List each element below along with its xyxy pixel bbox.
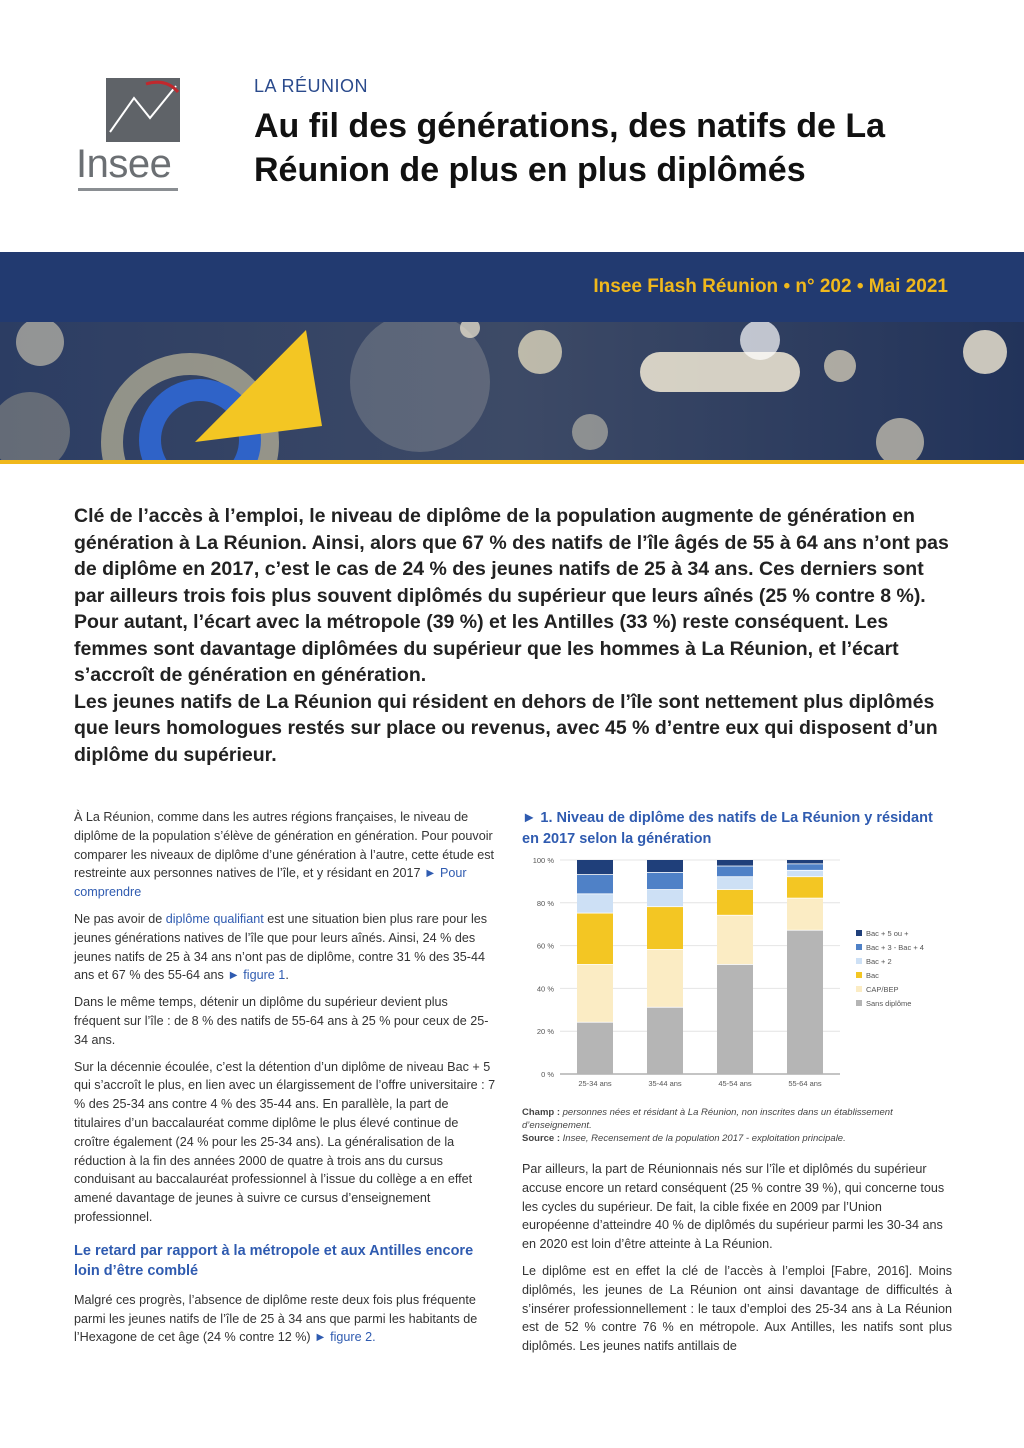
bar-segment bbox=[717, 860, 753, 866]
y-tick-label: 60 % bbox=[536, 941, 554, 951]
legend-swatch bbox=[856, 930, 862, 936]
legend-label: CAP/BEP bbox=[866, 985, 899, 994]
left-column bbox=[74, 808, 496, 1355]
legend-swatch bbox=[856, 972, 862, 978]
figure-2-link[interactable]: ► figure 2. bbox=[314, 1330, 376, 1345]
lead-paragraph-2: Les jeunes natifs de La Réunion qui résident en dehors de l’île sont nettement plus diplômés que leurs homologues restés sur place ou revenus, avec 45 % d’entre eux qui disposent d’un diplôme du supérieur. bbox=[74, 690, 938, 766]
left-paragraph-1: À La Réunion, comme dans les autres régions françaises, le niveau de diplôme de la population s’élève de génération en génération. Pour pouvoir comparer les niveaux de diplôme d’une génération à l’autre, cette étude est restreinte aux personnes natives de l’île, et y résidant en 2017 ► Pour comprendre bbox=[74, 810, 495, 900]
y-tick-label: 0 % bbox=[541, 1070, 554, 1079]
bar-segment bbox=[647, 1008, 683, 1074]
bar-segment bbox=[787, 931, 823, 1074]
lead-summary bbox=[74, 503, 954, 768]
left-paragraph-3: Dans le même temps, détenir un diplôme du supérieur devient plus fréquent sur l’île : de 8 % des natifs de 55-64 ans à 25 % pour ceux de 25-34 ans. bbox=[74, 995, 489, 1047]
right-column bbox=[522, 1160, 952, 1364]
legend-swatch bbox=[856, 944, 862, 950]
bar-segment bbox=[647, 860, 683, 872]
y-tick-label: 20 % bbox=[536, 1027, 554, 1037]
stacked-bar-chart bbox=[522, 852, 952, 1092]
region-label: LA RÉUNION bbox=[254, 76, 369, 96]
figure-source: Source : Insee, Recensement de la population 2017 - exploitation principale. bbox=[522, 1133, 846, 1144]
bar-segment bbox=[577, 914, 613, 965]
y-tick-label: 100 % bbox=[532, 856, 554, 865]
page-title: Au fil des générations, des natifs de La Réunion de plus en plus diplômés bbox=[254, 107, 886, 189]
x-tick-label: 25-34 ans bbox=[578, 1079, 612, 1088]
banner-rule bbox=[0, 460, 1024, 464]
legend-label: Bac + 3 - Bac + 4 bbox=[866, 943, 924, 952]
bar-segment bbox=[647, 907, 683, 949]
x-tick-label: 55-64 ans bbox=[788, 1079, 822, 1088]
lead-paragraph-1: Clé de l’accès à l’emploi, le niveau de diplôme de la population augmente de génération en génération à La Réunion. Ainsi, alors que 67 % des natifs de l’île âgés de 55 à 64 ans n’ont pas de diplôme en 2017, c’est le cas de 24 % des jeunes natifs de 25 à 34 ans. Ces derniers sont par ailleurs trois fois plus souvent diplômés du supérieur que leurs aînés (25 % contre 8 %). Pour autant, l’écart avec la métropole (39 %) et les Antilles (33 %) reste conséquent. Les femmes sont davantage diplômées du supérieur que les hommes à La Réunion, et l’écart s’accroît de génération en génération. bbox=[74, 505, 949, 686]
legend-label: Sans diplôme bbox=[866, 999, 912, 1008]
legend-swatch bbox=[856, 1000, 862, 1006]
bar-segment bbox=[647, 890, 683, 906]
insee-logo bbox=[76, 78, 180, 190]
figure-champ: Champ : personnes nées et résidant à La Réunion, non inscrites dans un établissement d’enseignement. bbox=[522, 1107, 893, 1131]
section-heading: Le retard par rapport à la métropole et aux Antilles encore loin d’être comblé bbox=[74, 1242, 474, 1279]
left-paragraph-5: Malgré ces progrès, l’absence de diplôme reste deux fois plus fréquente parmi les jeunes natifs de l’île de 25 à 34 ans que parmi les habitants de l’Hexagone de cet âge (24 % contre 12 %) ► figure 2. bbox=[74, 1292, 478, 1345]
bar-segment bbox=[717, 890, 753, 915]
bar-segment bbox=[717, 866, 753, 876]
chart-svg bbox=[522, 852, 952, 1092]
bar-segment bbox=[787, 871, 823, 877]
right-paragraph-1: Par ailleurs, la part de Réunionnais nés sur l’île et diplômés du supérieur accuse encore un retard conséquent (25 % contre 39 %), qui concerne tous les cycles du supérieur. De fait, la cible fixée en 2009 par l’Union européenne d’atteindre 40 % de diplômés du supérieur parmi les 30-34 ans en 2020 est loin d’être atteinte à La Réunion. bbox=[522, 1162, 945, 1252]
banner-illustration bbox=[0, 322, 1024, 460]
insee-logo-mark-icon bbox=[106, 78, 180, 142]
y-tick-label: 80 % bbox=[536, 898, 554, 908]
bar-segment bbox=[577, 1023, 613, 1074]
pour-comprendre-link[interactable]: ► Pour comprendre bbox=[74, 866, 467, 900]
y-tick-label: 40 % bbox=[536, 984, 554, 994]
bar-segment bbox=[717, 916, 753, 964]
bar-segment bbox=[647, 950, 683, 1007]
x-tick-label: 35-44 ans bbox=[648, 1079, 682, 1088]
bar-segment bbox=[717, 877, 753, 889]
bar-segment bbox=[647, 873, 683, 889]
bar-segment bbox=[787, 899, 823, 930]
figure-title: ► 1. Niveau de diplôme des natifs de La Réunion y résidant en 2017 selon la génération bbox=[522, 810, 933, 847]
logo-tagline-bar bbox=[78, 188, 178, 191]
bar-segment bbox=[717, 965, 753, 1073]
bar-segment bbox=[577, 875, 613, 893]
bar-segment bbox=[577, 860, 613, 874]
bar-segment bbox=[577, 965, 613, 1022]
insee-wordmark: Insee bbox=[76, 142, 172, 186]
legend-label: Bac bbox=[866, 971, 879, 980]
legend-label: Bac + 2 bbox=[866, 957, 892, 966]
x-tick-label: 45-54 ans bbox=[718, 1079, 752, 1088]
bar-segment bbox=[787, 877, 823, 898]
bar-segment bbox=[577, 894, 613, 912]
legend-swatch bbox=[856, 958, 862, 964]
bar-segment bbox=[787, 860, 823, 863]
edition-label: Insee Flash Réunion • n° 202 • Mai 2021 bbox=[593, 276, 948, 297]
legend-label: Bac + 5 ou + bbox=[866, 929, 909, 938]
left-paragraph-2: Ne pas avoir de diplôme qualifiant est une situation bien plus rare pour les jeunes générations natives de l’île que pour leurs aînés. Ainsi, 24 % des jeunes natifs de 25 à 34 ans n’ont pas de diplôme, contre 31 % des 35-44 ans et 67 % des 55-64 ans ► figure 1. bbox=[74, 911, 488, 983]
legend-swatch bbox=[856, 986, 862, 992]
bar-segment bbox=[787, 864, 823, 870]
diplome-qualifiant-link[interactable]: diplôme qualifiant bbox=[165, 911, 264, 926]
right-paragraph-2: Le diplôme est en effet la clé de l’accès à l’emploi [Fabre, 2016]. Moins diplômés, les jeunes de La Réunion ont ainsi davantage de difficultés à s’insérer professionnellement : le taux d’emploi des 25-34 ans à La Réunion est de 52 % contre 76 % en métropole. Aux Antilles, les natifs sont plus diplômés. Les jeunes natifs antillais de bbox=[522, 1263, 952, 1354]
figure-notes bbox=[522, 1106, 952, 1145]
left-paragraph-4: Sur la décennie écoulée, c’est la détention d’un diplôme de niveau Bac + 5 qui s’accroît le plus, en lien avec un élargissement de l’offre universitaire : 7 % des 25-34 ans contre 4 % des 35-44 ans. En parallèle, la part de titulaires d’un baccalauréat comme diplôme le plus élevé continue de croître également (24 % pour les 25-34 ans). La généralisation de la réduction à la fin des années 2000 de quatre à trois ans du cursus conduisant au baccalauréat professionnel à l’issue du collège a en effet amené davantage de jeunes à suivre ce cursus d’enseignement professionnel. bbox=[74, 1059, 496, 1224]
figure-1-link[interactable]: ► figure 1 bbox=[227, 968, 286, 983]
